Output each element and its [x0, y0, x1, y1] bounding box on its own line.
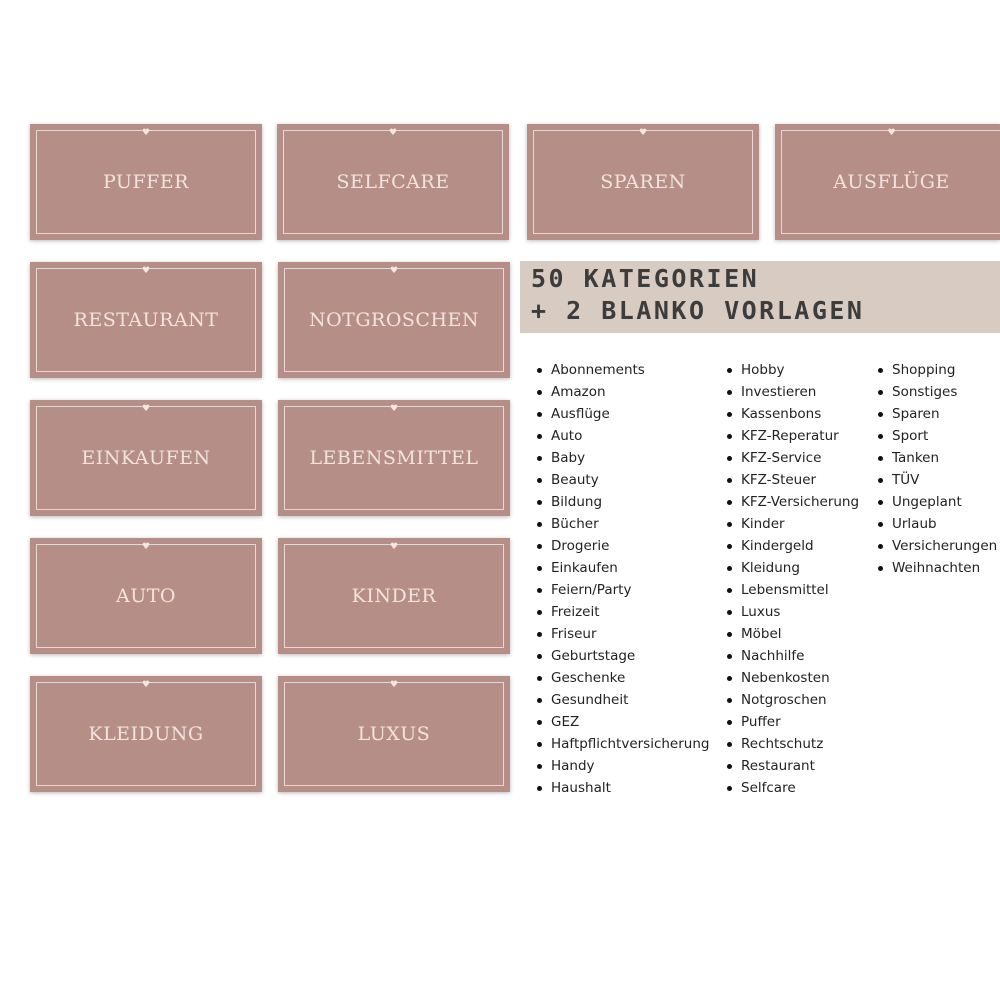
category-item: Geschenke [537, 667, 709, 689]
heart-icon: ♥ [389, 680, 399, 690]
heart-icon: ♥ [389, 404, 399, 414]
card-label: KINDER [351, 585, 437, 607]
heart-icon: ♥ [141, 404, 151, 414]
category-item: Sparen [878, 403, 997, 425]
category-item: Kassenbons [727, 403, 859, 425]
category-item: Haushalt [537, 777, 709, 799]
category-item: Weihnachten [878, 557, 997, 579]
heart-icon: ♥ [141, 128, 151, 138]
heart-icon: ♥ [638, 128, 648, 138]
category-item: Puffer [727, 711, 859, 733]
category-item: KFZ-Steuer [727, 469, 859, 491]
card-label: AUTO [116, 585, 176, 607]
category-item: Freizeit [537, 601, 709, 623]
category-item: Haftpflichtversicherung [537, 733, 709, 755]
category-list-col1 [537, 359, 709, 799]
card-ausfluege [775, 124, 1000, 240]
category-item: GEZ [537, 711, 709, 733]
category-item: Handy [537, 755, 709, 777]
category-item: TÜV [878, 469, 997, 491]
category-item: Feiern/Party [537, 579, 709, 601]
card-label: NOTGROSCHEN [308, 309, 480, 331]
category-item: Selfcare [727, 777, 859, 799]
category-item: Luxus [727, 601, 859, 623]
category-item: Bücher [537, 513, 709, 535]
card-label: SPAREN [600, 171, 686, 193]
card-sparen [527, 124, 759, 240]
card-notgroschen [278, 262, 510, 378]
card-label: AUSFLÜGE [833, 171, 950, 193]
card-label: KLEIDUNG [88, 723, 204, 745]
category-item: KFZ-Versicherung [727, 491, 859, 513]
card-lebensmittel [278, 400, 510, 516]
heart-icon: ♥ [141, 266, 151, 276]
category-item: Beauty [537, 469, 709, 491]
card-luxus [278, 676, 510, 792]
card-restaurant [30, 262, 262, 378]
category-item: Drogerie [537, 535, 709, 557]
category-item: Möbel [727, 623, 859, 645]
category-item: Auto [537, 425, 709, 447]
heart-icon: ♥ [887, 128, 896, 138]
category-item: Urlaub [878, 513, 997, 535]
category-item: Sport [878, 425, 997, 447]
category-item: KFZ-Service [727, 447, 859, 469]
card-auto [30, 538, 262, 654]
banner-title: 50 KATEGORIEN [531, 264, 760, 293]
category-item: Versicherungen [878, 535, 997, 557]
category-item: Kinder [727, 513, 859, 535]
heart-icon: ♥ [389, 542, 399, 552]
category-item: Rechtschutz [727, 733, 859, 755]
category-list-col2 [727, 359, 859, 799]
heart-icon: ♥ [141, 542, 151, 552]
card-label: EINKAUFEN [81, 447, 211, 469]
category-item: Sonstiges [878, 381, 997, 403]
heart-icon: ♥ [141, 680, 151, 690]
category-item: Abonnements [537, 359, 709, 381]
card-einkaufen [30, 400, 262, 516]
card-kinder [278, 538, 510, 654]
category-item: Baby [537, 447, 709, 469]
banner-subtitle: + 2 BLANKO VORLAGEN [531, 296, 865, 325]
category-item: Amazon [537, 381, 709, 403]
card-label: SELFCARE [336, 171, 450, 193]
card-label: LUXUS [357, 723, 431, 745]
category-item: Tanken [878, 447, 997, 469]
category-item: Nachhilfe [727, 645, 859, 667]
heart-icon: ♥ [388, 128, 398, 138]
category-item: Nebenkosten [727, 667, 859, 689]
category-item: Kindergeld [727, 535, 859, 557]
card-label: LEBENSMITTEL [309, 447, 479, 469]
category-item: Kleidung [727, 557, 859, 579]
category-list-col3 [878, 359, 997, 579]
card-selfcare [277, 124, 509, 240]
kategorien-banner [520, 261, 1000, 333]
category-item: Gesundheit [537, 689, 709, 711]
category-item: Restaurant [727, 755, 859, 777]
heart-icon: ♥ [389, 266, 399, 276]
category-item: KFZ-Reperatur [727, 425, 859, 447]
category-item: Notgroschen [727, 689, 859, 711]
category-item: Hobby [727, 359, 859, 381]
card-label: PUFFER [102, 171, 189, 193]
category-item: Geburtstage [537, 645, 709, 667]
card-puffer [30, 124, 262, 240]
category-item: Friseur [537, 623, 709, 645]
card-kleidung [30, 676, 262, 792]
category-item: Bildung [537, 491, 709, 513]
card-label: RESTAURANT [73, 309, 219, 331]
category-item: Lebensmittel [727, 579, 859, 601]
category-item: Investieren [727, 381, 859, 403]
category-item: Ausflüge [537, 403, 709, 425]
category-item: Einkaufen [537, 557, 709, 579]
category-item: Shopping [878, 359, 997, 381]
category-item: Ungeplant [878, 491, 997, 513]
